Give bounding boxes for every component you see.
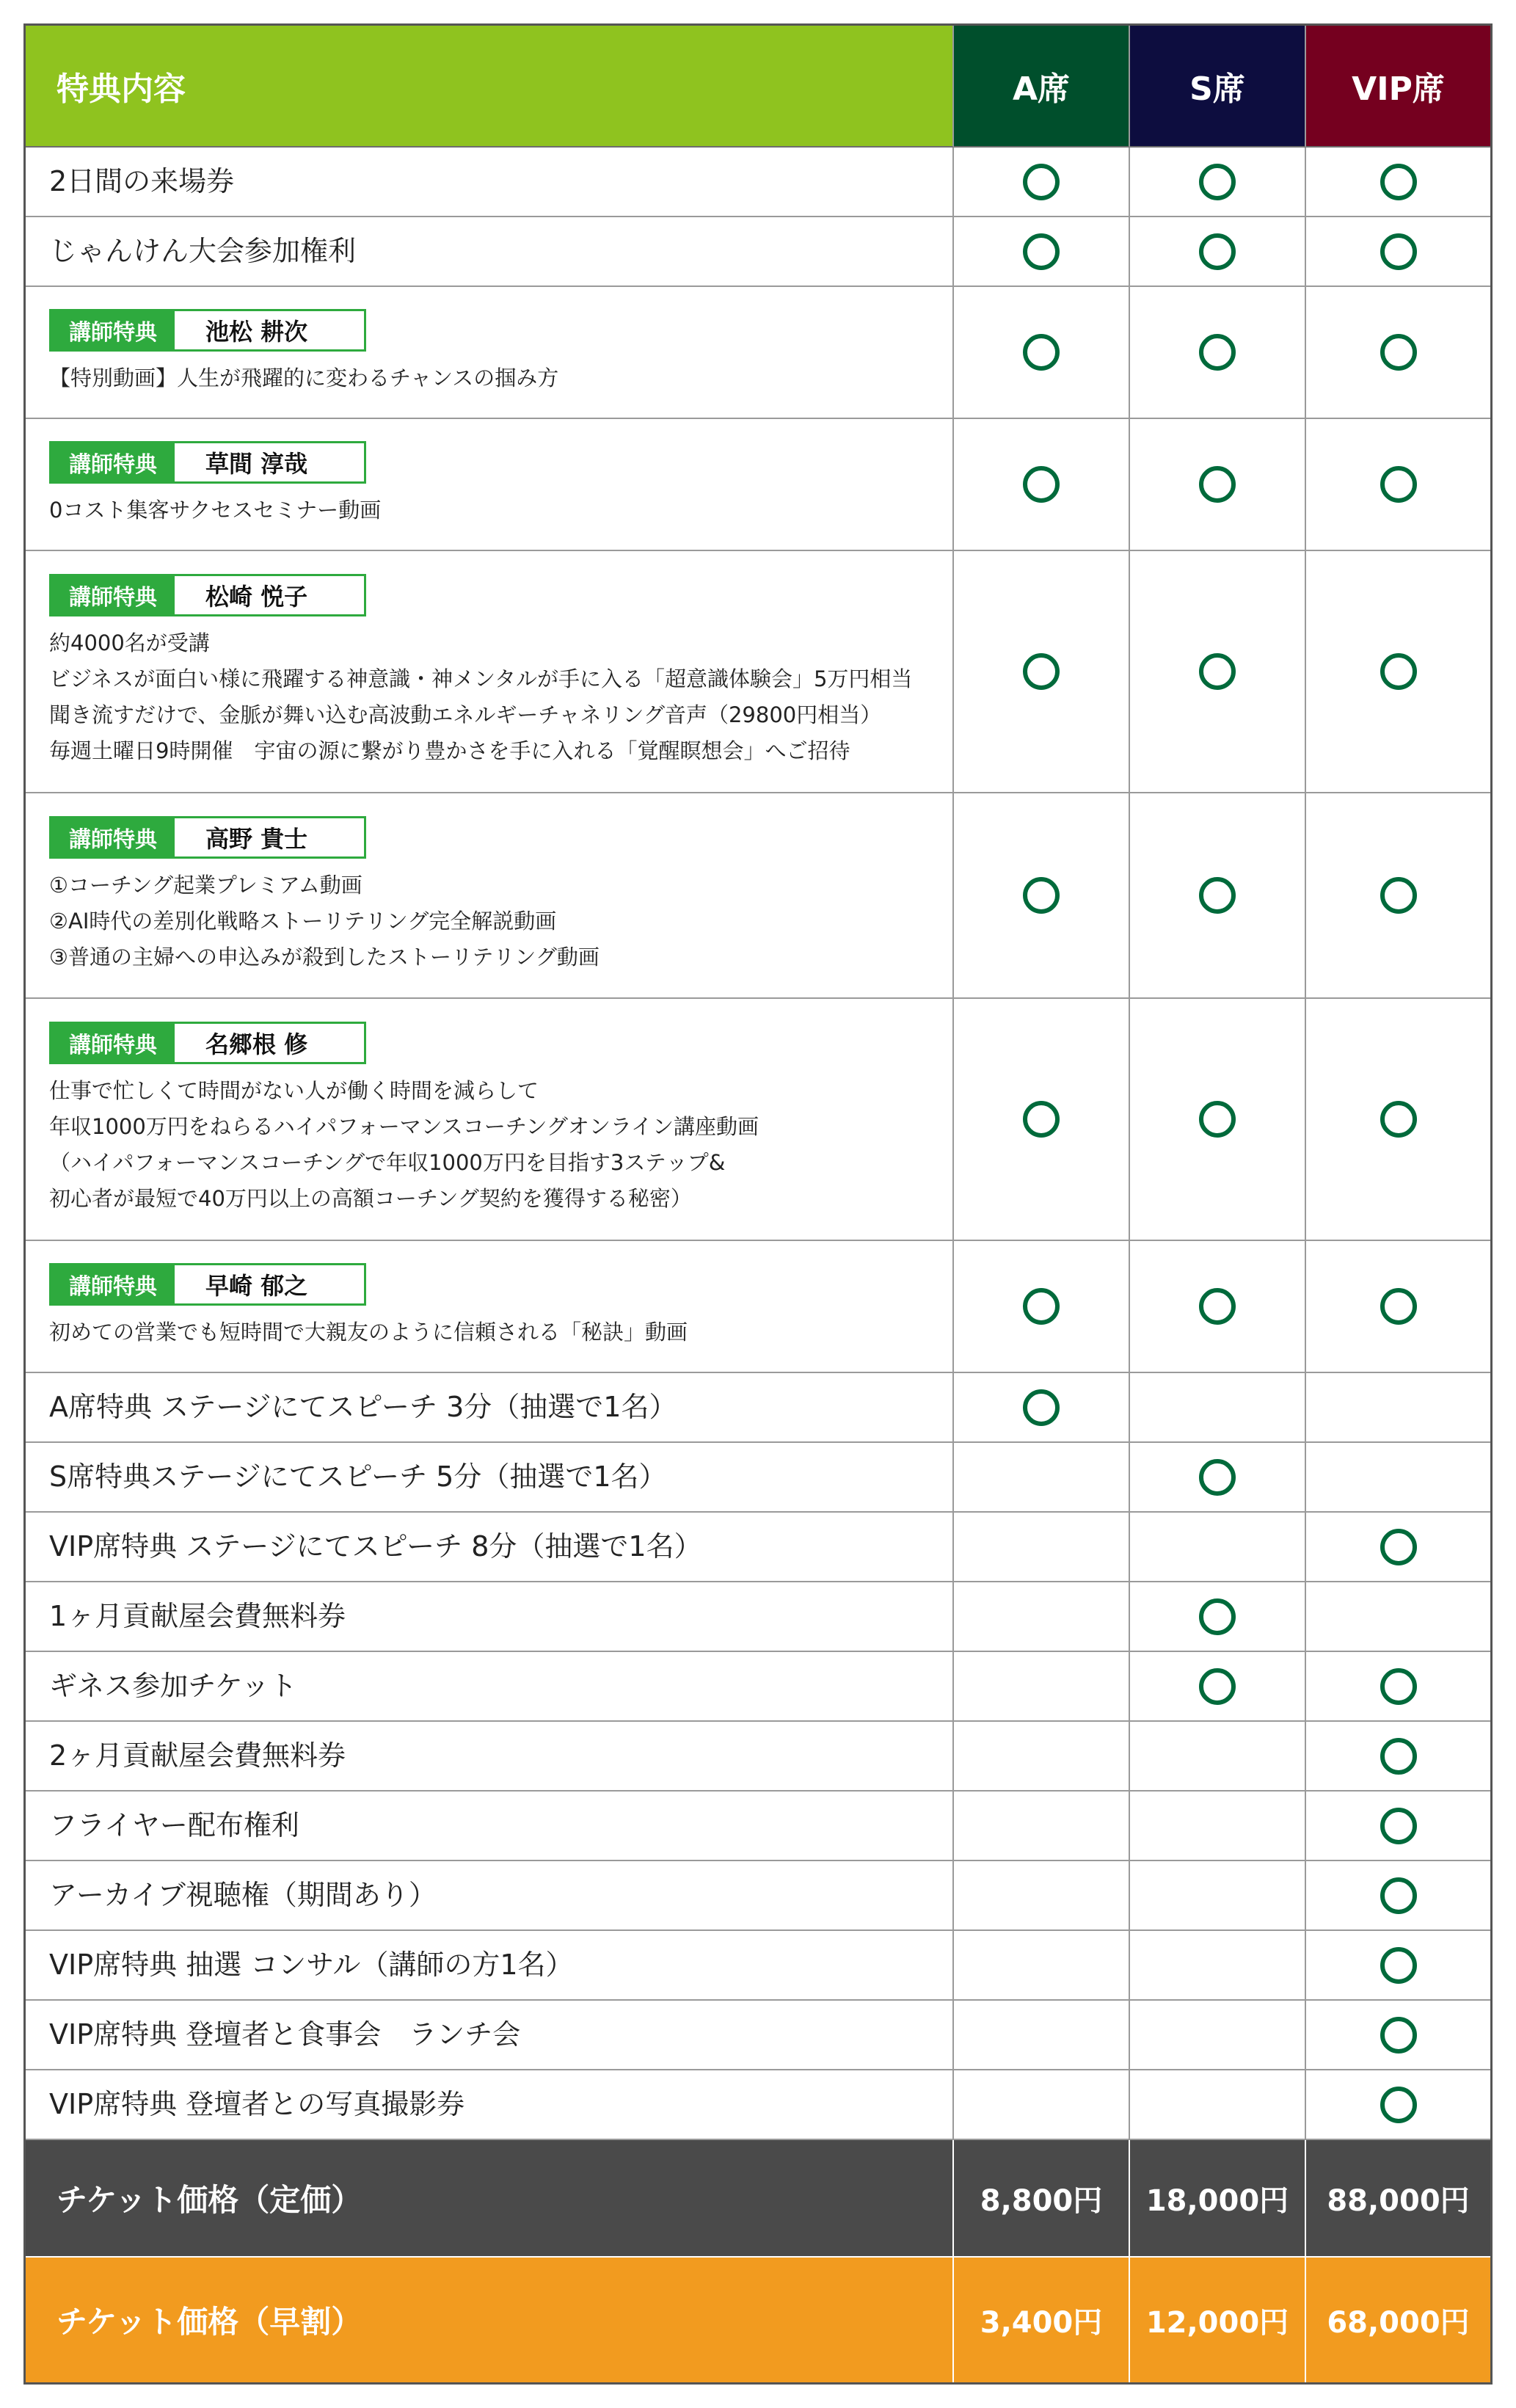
mark-cell bbox=[1306, 1513, 1490, 1582]
lecturer-name: 名郷根 修 bbox=[205, 1030, 308, 1058]
mark-cell bbox=[1306, 1373, 1490, 1443]
check-circle-icon bbox=[1380, 877, 1417, 914]
mark-cell bbox=[954, 1722, 1130, 1792]
check-circle-icon bbox=[1199, 466, 1236, 503]
row-text: じゃんけん大会参加権利 bbox=[49, 234, 357, 267]
check-circle-icon bbox=[1380, 1101, 1417, 1138]
check-circle-icon bbox=[1380, 1529, 1417, 1565]
lecturer-badge bbox=[49, 1263, 366, 1306]
check-circle-icon bbox=[1380, 233, 1417, 270]
row-text: 2日間の来場券 bbox=[49, 164, 235, 197]
mark-cell bbox=[1306, 1931, 1490, 2001]
row-label bbox=[26, 1582, 954, 1652]
lecturer-row-label bbox=[26, 1241, 954, 1373]
row-label bbox=[26, 2070, 954, 2140]
mark-cell bbox=[954, 287, 1130, 419]
mark-cell bbox=[1306, 793, 1490, 999]
header-col-s: S席 bbox=[1130, 26, 1306, 148]
mark-cell bbox=[1130, 287, 1306, 419]
mark-cell bbox=[1130, 1722, 1306, 1792]
mark-cell bbox=[954, 793, 1130, 999]
lecturer-desc-line: ビジネスが面白い様に飛躍する神意識・神メンタルが手に入る「超意識体験会」5万円相当 bbox=[49, 666, 913, 691]
check-circle-icon bbox=[1023, 233, 1060, 270]
check-circle-icon bbox=[1380, 334, 1417, 371]
lecturer-row-label bbox=[26, 793, 954, 999]
check-circle-icon bbox=[1023, 1288, 1060, 1325]
lecturer-desc-line: 仕事で忙しくて時間がない人が働く時間を減らして bbox=[49, 1078, 539, 1103]
row-label bbox=[26, 2001, 954, 2070]
mark-cell bbox=[954, 1652, 1130, 1722]
check-circle-icon bbox=[1380, 1738, 1417, 1775]
mark-cell bbox=[1130, 217, 1306, 287]
row-text: A席特典 ステージにてスピーチ 3分（抽選で1名） bbox=[49, 1390, 677, 1423]
row-label bbox=[26, 217, 954, 287]
check-circle-icon bbox=[1199, 164, 1236, 200]
check-circle-icon bbox=[1199, 1459, 1236, 1496]
row-text: VIP席特典 抽選 コンサル（講師の方1名） bbox=[49, 1948, 574, 1981]
badge-tag: 講師特典 bbox=[51, 818, 175, 856]
lecturer-name: 草間 淳哉 bbox=[205, 449, 308, 478]
row-label bbox=[26, 1513, 954, 1582]
mark-cell bbox=[1130, 1652, 1306, 1722]
mark-cell bbox=[954, 1241, 1130, 1373]
badge-tag: 講師特典 bbox=[51, 1024, 175, 1062]
lecturer-row-label bbox=[26, 551, 954, 793]
mark-cell bbox=[1306, 551, 1490, 793]
lecturer-badge bbox=[49, 1022, 366, 1064]
mark-cell bbox=[1306, 217, 1490, 287]
badge-tag: 講師特典 bbox=[51, 443, 175, 481]
mark-cell bbox=[1130, 1241, 1306, 1373]
lecturer-name: 松崎 悦子 bbox=[205, 583, 308, 611]
mark-cell bbox=[1130, 1582, 1306, 1652]
check-circle-icon bbox=[1380, 164, 1417, 200]
mark-cell bbox=[1130, 1792, 1306, 1861]
check-circle-icon bbox=[1199, 1288, 1236, 1325]
regular-price-a: 8,800円 bbox=[954, 2140, 1130, 2258]
mark-cell bbox=[954, 1582, 1130, 1652]
lecturer-desc-line: 0コスト集客サクセスセミナー動画 bbox=[49, 497, 382, 523]
mark-cell bbox=[954, 1792, 1130, 1861]
lecturer-desc-line: 約4000名が受講 bbox=[49, 630, 210, 655]
early-price-s: 12,000円 bbox=[1130, 2258, 1306, 2382]
mark-cell bbox=[1130, 551, 1306, 793]
lecturer-desc-line: 毎週土曜日9時開催 宇宙の源に繋がり豊かさを手に入れる「覚醒瞑想会」へご招待 bbox=[49, 738, 850, 763]
mark-cell bbox=[1306, 1861, 1490, 1931]
lecturer-desc-line: 初心者が最短で40万円以上の高額コーチング契約を獲得する秘密） bbox=[49, 1186, 692, 1211]
lecturer-name: 高野 貴士 bbox=[205, 824, 308, 853]
header-benefit-label: 特典内容 bbox=[26, 26, 954, 148]
check-circle-icon bbox=[1380, 2017, 1417, 2054]
mark-cell bbox=[954, 999, 1130, 1241]
header-col-a: A席 bbox=[954, 26, 1130, 148]
row-label bbox=[26, 1931, 954, 2001]
row-text: S席特典ステージにてスピーチ 5分（抽選で1名） bbox=[49, 1460, 667, 1493]
mark-cell bbox=[1306, 148, 1490, 217]
mark-cell bbox=[1130, 793, 1306, 999]
regular-price-label: チケット価格（定価） bbox=[26, 2140, 954, 2258]
mark-cell bbox=[954, 1373, 1130, 1443]
mark-cell bbox=[954, 1513, 1130, 1582]
mark-cell bbox=[954, 1931, 1130, 2001]
mark-cell bbox=[1130, 1373, 1306, 1443]
header-col-vip: VIP席 bbox=[1306, 26, 1490, 148]
check-circle-icon bbox=[1380, 653, 1417, 690]
row-label bbox=[26, 1652, 954, 1722]
mark-cell bbox=[1306, 1443, 1490, 1513]
badge-tag: 講師特典 bbox=[51, 576, 175, 614]
mark-cell bbox=[1306, 1652, 1490, 1722]
check-circle-icon bbox=[1199, 1668, 1236, 1705]
regular-price-vip: 88,000円 bbox=[1306, 2140, 1490, 2258]
mark-cell bbox=[1306, 287, 1490, 419]
row-text: アーカイブ視聴権（期間あり） bbox=[49, 1878, 437, 1911]
mark-cell bbox=[1306, 2070, 1490, 2140]
row-label bbox=[26, 1373, 954, 1443]
check-circle-icon bbox=[1199, 877, 1236, 914]
lecturer-desc-line: 【特別動画】人生が飛躍的に変わるチャンスの掴み方 bbox=[49, 365, 559, 390]
mark-cell bbox=[1306, 1582, 1490, 1652]
mark-cell bbox=[954, 148, 1130, 217]
mark-cell bbox=[1306, 1241, 1490, 1373]
mark-cell bbox=[954, 419, 1130, 551]
check-circle-icon bbox=[1023, 466, 1060, 503]
lecturer-desc-line: 聞き流すだけで、金脈が舞い込む高波動エネルギーチャネリング音声（29800円相当） bbox=[49, 702, 882, 727]
mark-cell bbox=[1130, 419, 1306, 551]
lecturer-desc-line: 初めての営業でも短時間で大親友のように信頼される「秘訣」動画 bbox=[49, 1319, 688, 1345]
row-label bbox=[26, 148, 954, 217]
lecturer-row-label bbox=[26, 419, 954, 551]
check-circle-icon bbox=[1380, 466, 1417, 503]
check-circle-icon bbox=[1199, 653, 1236, 690]
mark-cell bbox=[1306, 2001, 1490, 2070]
lecturer-row-label bbox=[26, 999, 954, 1241]
check-circle-icon bbox=[1199, 334, 1236, 371]
lecturer-name: 池松 耕次 bbox=[205, 317, 308, 346]
lecturer-badge bbox=[49, 574, 366, 616]
badge-tag: 講師特典 bbox=[51, 311, 175, 349]
mark-cell bbox=[1306, 999, 1490, 1241]
row-text: 1ヶ月貢献屋会費無料券 bbox=[49, 1599, 346, 1632]
check-circle-icon bbox=[1023, 164, 1060, 200]
mark-cell bbox=[954, 2070, 1130, 2140]
row-label bbox=[26, 1792, 954, 1861]
mark-cell bbox=[1130, 999, 1306, 1241]
lecturer-desc-line: ①コーチング起業プレミアム動画 bbox=[49, 872, 362, 898]
regular-price-s: 18,000円 bbox=[1130, 2140, 1306, 2258]
lecturer-desc-line: ②AI時代の差別化戦略ストーリテリング完全解説動画 bbox=[49, 908, 557, 934]
check-circle-icon bbox=[1380, 2087, 1417, 2123]
early-price-a: 3,400円 bbox=[954, 2258, 1130, 2382]
mark-cell bbox=[954, 2001, 1130, 2070]
row-label bbox=[26, 1722, 954, 1792]
lecturer-desc-line: ③普通の主婦への申込みが殺到したストーリテリング動画 bbox=[49, 944, 600, 970]
mark-cell bbox=[1130, 1861, 1306, 1931]
mark-cell bbox=[1130, 1931, 1306, 2001]
check-circle-icon bbox=[1380, 1668, 1417, 1705]
mark-cell bbox=[1130, 148, 1306, 217]
lecturer-badge bbox=[49, 816, 366, 859]
check-circle-icon bbox=[1023, 1389, 1060, 1426]
mark-cell bbox=[954, 1443, 1130, 1513]
mark-cell bbox=[1306, 1722, 1490, 1792]
lecturer-name: 早崎 郁之 bbox=[205, 1271, 308, 1300]
row-text: VIP席特典 登壇者と食事会 ランチ会 bbox=[49, 2018, 521, 2051]
check-circle-icon bbox=[1199, 1598, 1236, 1635]
row-label bbox=[26, 1861, 954, 1931]
early-price-label: チケット価格（早割） bbox=[26, 2258, 954, 2382]
badge-tag: 講師特典 bbox=[51, 1265, 175, 1303]
check-circle-icon bbox=[1380, 1808, 1417, 1844]
check-circle-icon bbox=[1023, 877, 1060, 914]
lecturer-badge bbox=[49, 309, 366, 352]
row-text: VIP席特典 ステージにてスピーチ 8分（抽選で1名） bbox=[49, 1529, 702, 1563]
row-label bbox=[26, 1443, 954, 1513]
mark-cell bbox=[1130, 1513, 1306, 1582]
mark-cell bbox=[1306, 419, 1490, 551]
mark-cell bbox=[954, 551, 1130, 793]
check-circle-icon bbox=[1023, 334, 1060, 371]
check-circle-icon bbox=[1199, 1101, 1236, 1138]
check-circle-icon bbox=[1380, 1947, 1417, 1984]
mark-cell bbox=[954, 1861, 1130, 1931]
lecturer-desc-line: （ハイパフォーマンスコーチングで年収1000万円を目指す3ステップ& bbox=[49, 1150, 726, 1175]
check-circle-icon bbox=[1380, 1288, 1417, 1325]
check-circle-icon bbox=[1023, 1101, 1060, 1138]
early-price-vip: 68,000円 bbox=[1306, 2258, 1490, 2382]
mark-cell bbox=[1130, 2070, 1306, 2140]
lecturer-desc-line: 年収1000万円をねらるハイパフォーマンスコーチングオンライン講座動画 bbox=[49, 1114, 759, 1139]
row-text: 2ヶ月貢献屋会費無料券 bbox=[49, 1739, 346, 1772]
lecturer-row-label bbox=[26, 287, 954, 419]
row-text: ギネス参加チケット bbox=[49, 1669, 297, 1702]
check-circle-icon bbox=[1199, 233, 1236, 270]
mark-cell bbox=[1130, 2001, 1306, 2070]
mark-cell bbox=[1306, 1792, 1490, 1861]
check-circle-icon bbox=[1380, 1877, 1417, 1914]
mark-cell bbox=[954, 217, 1130, 287]
lecturer-badge bbox=[49, 441, 366, 484]
benefits-table bbox=[23, 23, 1493, 2385]
row-text: VIP席特典 登壇者との写真撮影券 bbox=[49, 2087, 465, 2120]
check-circle-icon bbox=[1023, 653, 1060, 690]
mark-cell bbox=[1130, 1443, 1306, 1513]
row-text: フライヤー配布権利 bbox=[49, 1808, 299, 1841]
